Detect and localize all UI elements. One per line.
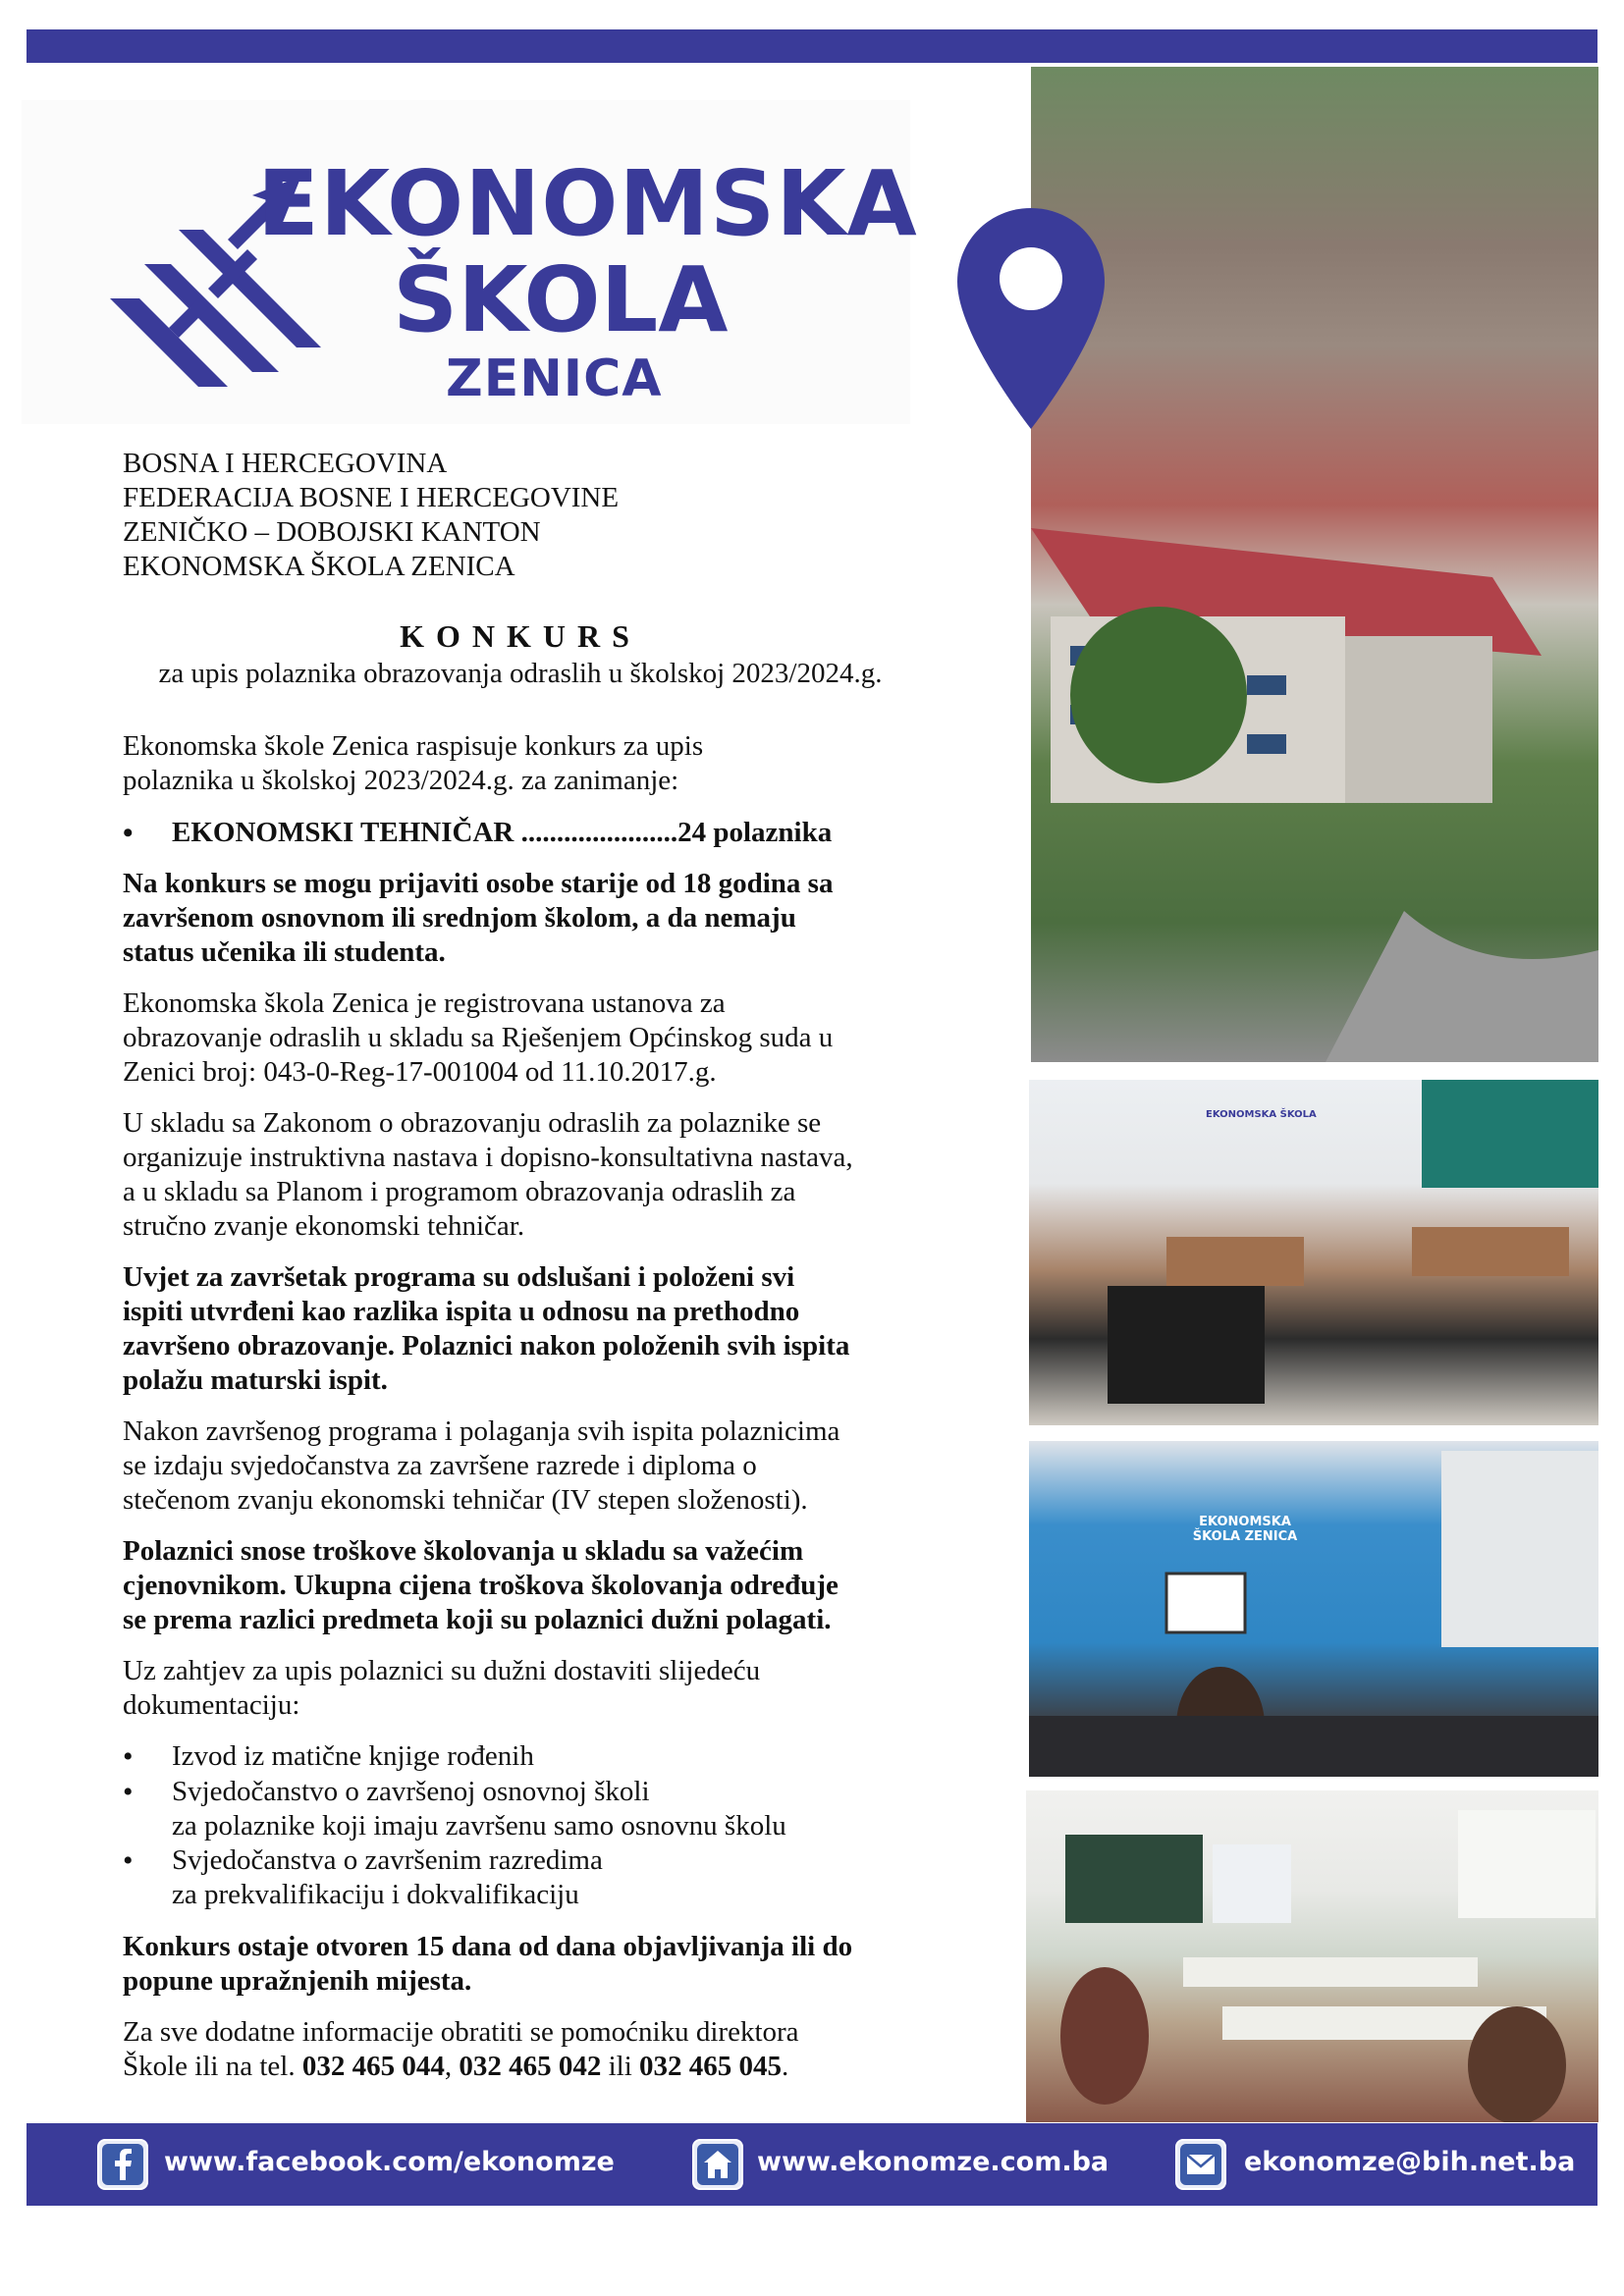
logo-line-2: ŠKOLA [393, 247, 729, 352]
footer-bar [27, 2123, 1597, 2206]
paragraph-line: organizuje instruktivna nastava i dopisno-konsultativna nastava, [123, 1142, 853, 1173]
bullet-icon [123, 1775, 172, 1843]
occupation-item [123, 816, 918, 851]
list-item [123, 1739, 918, 1775]
paragraph-line: status učenika ili studenta. [123, 936, 446, 968]
bullet-icon [123, 1739, 172, 1775]
list-item-text: Svjedočanstva o završenim razredima [172, 1844, 603, 1876]
intro-line: Ekonomska škole Zenica raspisuje konkurs za upis [123, 730, 704, 762]
students-photo-art [1026, 1790, 1598, 2122]
top-banner-bar [27, 29, 1597, 63]
list-item-text: Izvod iz matične knjige rođenih [172, 1740, 534, 1772]
paragraph-line: obrazovanje odraslih u skladu sa Rješenjem Općinskog suda u [123, 1022, 834, 1053]
paragraph-line: Na konkurs se mogu prijaviti osobe starije od 18 godina sa [123, 868, 834, 899]
paragraph-line: Nakon završenog programa i polaganja svih ispita polaznicima [123, 1415, 840, 1447]
paragraph-line: Zenici broj: 043-0-Reg-17-001004 od 11.10.2017.g. [123, 1056, 717, 1088]
separator: , [444, 2051, 460, 2082]
school-logo [22, 100, 918, 424]
paragraph-line: U skladu sa Zakonom o obrazovanju odraslih za polaznike se [123, 1107, 822, 1139]
paragraph-line: završeno obrazovanje. Polaznici nakon položenih svih ispita [123, 1330, 850, 1362]
list-item [123, 1775, 918, 1843]
paragraph-line: ispiti utvrđeni kao razlika ispita u odnosu na prethodno [123, 1296, 800, 1327]
document-subtitle: za upis polaznika obrazovanja odraslih u školskoj 2023/2024.g. [158, 658, 883, 689]
location-pin-icon [957, 208, 1105, 429]
list-item-text: Svjedočanstvo o završenoj osnovnoj školi [172, 1776, 650, 1807]
contact-prefix: Škole ili na tel. [123, 2051, 302, 2082]
paragraph-line: polažu maturski ispit. [123, 1364, 388, 1396]
town-aerial-photo [1031, 67, 1598, 1062]
town-photo-art [1031, 67, 1598, 1062]
bullet-icon [123, 816, 172, 851]
header-line: ZENIČKO – DOBOJSKI KANTON [123, 516, 541, 548]
separator: . [782, 2051, 789, 2082]
list-item-text: za prekvalifikaciju i dokvalifikaciju [172, 1879, 579, 1910]
facebook-icon [97, 2139, 148, 2190]
wall-logo-text: EKONOMSKA ŠKOLA ZENICA [1192, 1515, 1298, 1544]
law-paragraph [123, 1106, 918, 1244]
email-icon [1175, 2139, 1226, 2190]
paragraph-line: se prema razlici predmeta koji su polaznici dužni polagati. [123, 1604, 832, 1635]
paragraph-line: a u skladu sa Planom i programom obrazovanja odraslih za [123, 1176, 796, 1207]
classroom-photo-art [1029, 1080, 1598, 1425]
intro-paragraph [123, 729, 918, 798]
paragraph-line: se izdaju svjedočanstva za završene razrede i diploma o [123, 1450, 757, 1481]
logo-line-1: EKONOMSKA [257, 151, 918, 256]
phone-number: 032 465 045 [639, 2051, 783, 2082]
header-line: EKONOMSKA ŠKOLA ZENICA [123, 551, 515, 582]
paragraph-line: Uz zahtjev za upis polaznici su dužni dostaviti slijedeću [123, 1655, 761, 1686]
classroom-adults-photo [1029, 1080, 1598, 1425]
paragraph-line: stečenom zvanju ekonomski tehničar (IV stepen složenosti). [123, 1484, 808, 1516]
paragraph-line: stručno zvanje ekonomski tehničar. [123, 1210, 525, 1242]
phone-number: 032 465 042 [459, 2051, 602, 2082]
documents-intro-paragraph [123, 1654, 918, 1723]
contact-paragraph [123, 2015, 918, 2084]
conditions-paragraph [123, 1260, 918, 1398]
paragraph-line: Ekonomska škola Zenica je registrovana ustanova za [123, 988, 726, 1019]
paragraph-line: završenom osnovnom ili srednjom školom, a da nemaju [123, 902, 796, 934]
contact-phones-line [123, 2050, 918, 2084]
paragraph-line: Za sve dodatne informacije obratiti se pomoćniku direktora [123, 2016, 799, 2048]
paragraph-line: dokumentaciju: [123, 1689, 300, 1721]
eligibility-paragraph [123, 867, 918, 970]
climbing-wall-photo [1029, 1441, 1598, 1777]
paragraph-line: Uvjet za završetak programa su odslušani i položeni svi [123, 1261, 795, 1293]
list-item-text: za polaznike koji imaju završenu samo osnovnu školu [172, 1810, 786, 1842]
list-item [123, 1843, 918, 1912]
document-title: KONKURS [400, 618, 641, 654]
paragraph-line: Konkurs ostaje otvoren 15 dana od dana objavljivanja ili do [123, 1931, 853, 1962]
institution-header [123, 447, 918, 584]
paragraph-line: popune upražnjenih mijesta. [123, 1965, 472, 1997]
header-line: BOSNA I HERCEGOVINA [123, 448, 448, 479]
certificates-paragraph [123, 1415, 918, 1518]
facebook-link[interactable]: www.facebook.com/ekonomze [164, 2147, 615, 2177]
paragraph-line: Polaznici snose troškove školovanja u skladu sa važećim [123, 1535, 804, 1567]
logo-line-3: ZENICA [446, 349, 663, 408]
email-link[interactable]: ekonomze@bih.net.ba [1244, 2147, 1576, 2177]
costs-paragraph [123, 1534, 918, 1637]
occupation-label: EKONOMSKI TEHNIČAR ......................24 polaznika [172, 817, 833, 848]
paragraph-line: cjenovnikom. Ukupna cijena troškova školovanja određuje [123, 1570, 839, 1601]
bullet-icon [123, 1843, 172, 1912]
home-icon [692, 2139, 743, 2190]
intro-line: polaznika u školskoj 2023/2024.g. za zanimanje: [123, 765, 679, 796]
website-link[interactable]: www.ekonomze.com.ba [757, 2147, 1110, 2177]
phone-number: 032 465 044 [301, 2051, 445, 2082]
documents-list [123, 1739, 918, 1912]
photo-sign-text: EKONOMSKA ŠKOLA [1206, 1109, 1317, 1120]
deadline-paragraph [123, 1930, 918, 1999]
header-line: FEDERACIJA BOSNE I HERCEGOVINE [123, 482, 620, 513]
classroom-students-photo [1026, 1790, 1598, 2122]
separator: ili [601, 2051, 640, 2082]
registration-paragraph [123, 987, 918, 1090]
climbing-photo-art [1029, 1441, 1598, 1777]
